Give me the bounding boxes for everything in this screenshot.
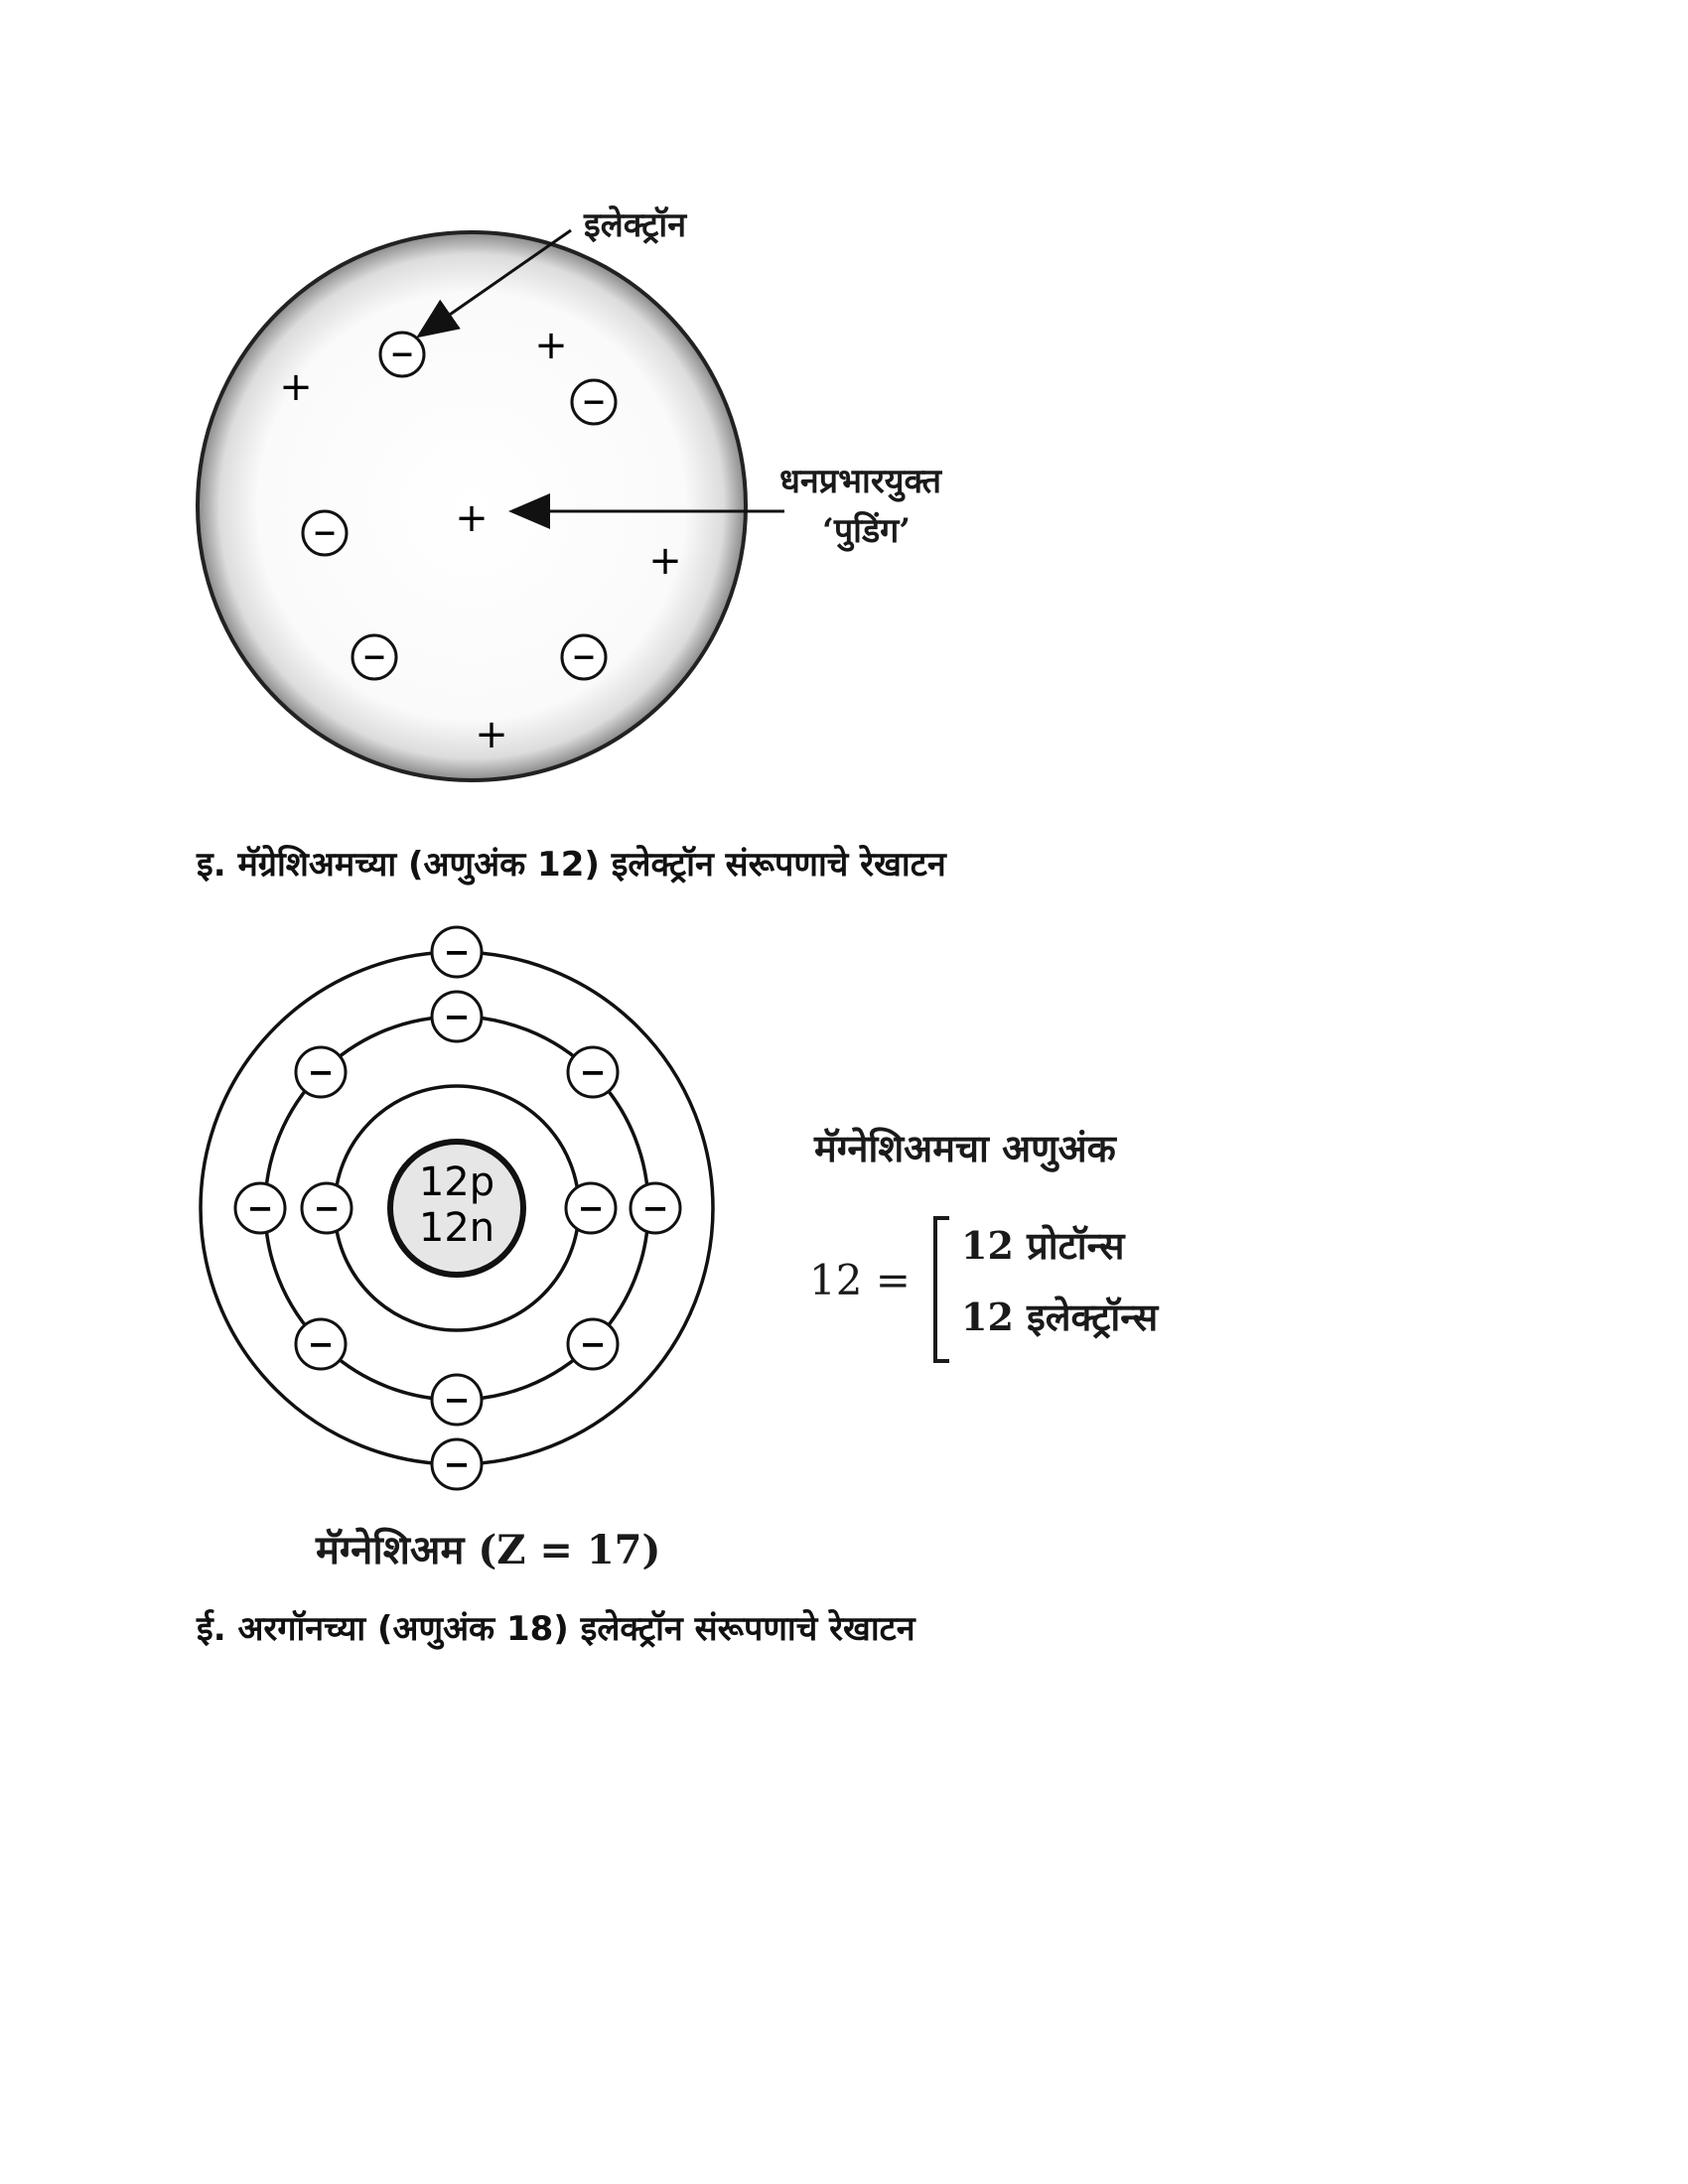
svg-text:−: −	[312, 515, 338, 551]
svg-text:−: −	[361, 639, 387, 675]
svg-text:−: −	[443, 1381, 471, 1419]
proton-count: 12 प्रोटॉन्स	[961, 1223, 1125, 1268]
electron-particle	[352, 635, 396, 679]
nucleus-neutrons: 12n	[418, 1205, 495, 1251]
svg-text:−: −	[313, 1189, 341, 1227]
positive-charge-sign: +	[534, 323, 568, 368]
svg-text:−: −	[246, 1189, 274, 1227]
pudding-label-line1: धनप्रभारयुक्त	[779, 462, 942, 501]
svg-text:−: −	[443, 998, 471, 1035]
svg-text:−: −	[389, 337, 415, 372]
shell-electron	[235, 1183, 285, 1233]
svg-text:−: −	[307, 1053, 335, 1091]
electron-label: इलेक्ट्रॉन	[584, 205, 687, 245]
svg-text:−: −	[307, 1325, 335, 1363]
svg-text:−: −	[443, 933, 471, 971]
nucleus-protons: 12p	[418, 1160, 495, 1205]
bohr-model-diagram	[0, 893, 1688, 1539]
shell-electron	[568, 1047, 618, 1097]
thomson-model-diagram	[0, 0, 1688, 844]
svg-text:−: −	[641, 1189, 669, 1227]
svg-text:−: −	[581, 384, 607, 420]
electron-count: 12 इलेक्ट्रॉन्स	[961, 1295, 1159, 1339]
caption-magnesium: इ. मॅग्रेशिअमच्या (अणुअंक 12) इलेक्ट्रॉन संरूपणाचे रेखाटन	[197, 845, 946, 885]
electron-particle	[562, 635, 606, 679]
shell-electron	[568, 1319, 618, 1369]
svg-text:−: −	[579, 1325, 607, 1363]
pudding-label-line2: ‘पुडिंग’	[822, 511, 912, 551]
atomic-number-heading: मॅग्नेशिअमचा अणुअंक	[814, 1126, 1116, 1170]
shell-electron	[566, 1183, 616, 1233]
positive-charge-sign: +	[455, 495, 489, 541]
atomic-number-equation: 12 =	[809, 1256, 911, 1304]
positive-charge-sign: +	[279, 364, 313, 410]
svg-text:−: −	[443, 1445, 471, 1483]
bracket	[933, 1216, 949, 1363]
shell-electron	[432, 927, 482, 977]
shell-electron	[432, 1375, 482, 1425]
positive-charge-sign: +	[475, 712, 508, 757]
element-label: मॅग्नेशिअम (Z = 17)	[316, 1527, 661, 1573]
svg-text:−: −	[577, 1189, 605, 1227]
positive-charge-sign: +	[648, 538, 682, 584]
shell-electron	[631, 1183, 680, 1233]
caption-argon: ई. अरगॉनच्या (अणुअंक 18) इलेक्ट्रॉन संरूपणाचे रेखाटन	[197, 1609, 915, 1649]
shell-electron	[296, 1047, 346, 1097]
svg-text:−: −	[571, 639, 597, 675]
electron-particle	[380, 333, 424, 376]
shell-electron	[432, 992, 482, 1041]
shell-electron	[432, 1439, 482, 1489]
shell-electron	[302, 1183, 352, 1233]
svg-text:−: −	[579, 1053, 607, 1091]
electron-particle	[303, 511, 347, 555]
shell-electron	[296, 1319, 346, 1369]
electron-particle	[572, 380, 616, 424]
